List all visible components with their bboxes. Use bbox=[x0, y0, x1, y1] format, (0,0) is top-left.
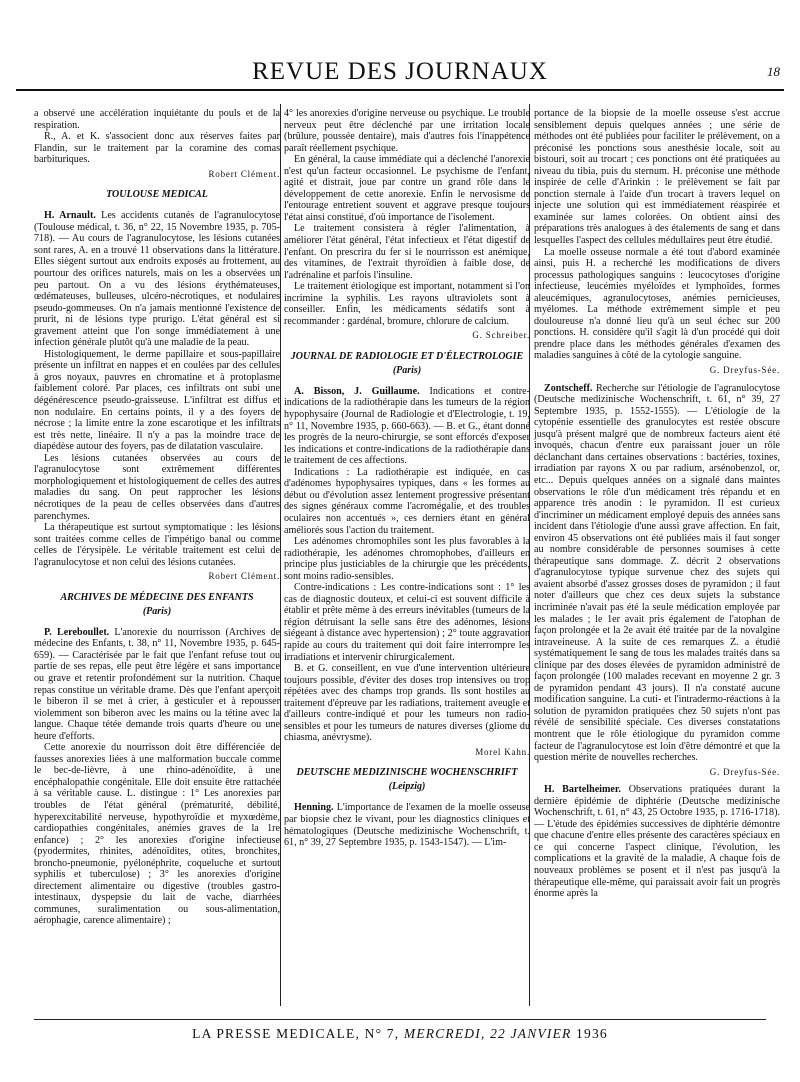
paragraph: Les lésions cutanées observées au cours de l'agranulocytose sont extrêmement différentes morphologiquement et histologiquement de celles des autres maladies du sang. On peut rapprocher les lésions nécrotiques de la peau de celles observées dans d'autres parenchymes. bbox=[34, 452, 280, 522]
signature: G. Dreyfus-Sée. bbox=[709, 365, 780, 376]
paragraph: 4° les anorexies d'origine nerveuse ou psychique. Le trouble nerveux peut être déclenché par une irritation locale (brûlure, poussée dentaire), mais d'autres fois l'inappétence paraît réellement psychique. bbox=[284, 108, 530, 154]
journal-heading bbox=[284, 350, 530, 378]
journal-name: ARCHIVES DE MÉDECINE DES ENFANTS bbox=[60, 591, 254, 603]
page-number: 18 bbox=[767, 64, 780, 79]
paragraph: En général, la cause immédiate qui a déclenché l'anorexie n'est qu'un facteur occasionnel. Le psychisme de l'enfant, agité et distrait, joue par contre un grand rôle dans le développement de cette anorexie. Enfin le nervosisme de l'entourage entretient souvent et aggrave presque toujours l'état ainsi constitué, d'où importance de l'isolement. bbox=[284, 154, 530, 223]
article-author: P. Lereboullet. bbox=[44, 626, 110, 638]
journal-heading: TOULOUSE MEDICAL bbox=[106, 189, 208, 201]
journal-city: (Leipzig) bbox=[388, 781, 426, 793]
page-footer bbox=[0, 1026, 800, 1042]
article-author: Henning. bbox=[294, 802, 334, 814]
article-author: Zontscheff. bbox=[544, 382, 593, 394]
footer-date: MERCREDI, 22 JANVIER bbox=[403, 1026, 572, 1041]
article-author: A. Bisson, J. Guillaume. bbox=[294, 385, 420, 397]
footer-rule bbox=[34, 1019, 766, 1020]
column-2 bbox=[284, 108, 530, 849]
article-text: Observations pratiquées durant la dernière épidémie de diphtérie (Deutsche medizinische Wochenschrift, t. 61, n° 43, 25 Octobre 1935, p. 1716-1718). — L'étude des épidémies successives de diphtérie démontre que chacune d'entre elles présente des caractères spéciaux en ce qui concerne l'aspect clinique, l'évolution, les complications et la gravité de la maladie, A chaque fois de nouveaux problèmes se posent et il n'est pas jusqu'à la thérapeutique elle-même, qui paraissait avoir fait un progrès énorme après la bbox=[534, 784, 780, 900]
page-header bbox=[16, 58, 784, 92]
paragraph: Le traitement consistera à régler l'alimentation, à améliorer l'état général, l'état infectieux et l'état digestif de l'enfant. On prescrira du fer si le nourrisson est anémique, des vitamines, de l'extrait thyroïdien à faible dose, de l'adrénaline et parfois l'insuline. bbox=[284, 223, 530, 281]
paragraph: La thérapeutique est surtout symptomatique : les lésions sont traitées comme celles de l'impétigo banal ou comme celles de l'érysipèle. Le véritable traitement est celui de l'agranulocytose et non celui des lésions cutanées. bbox=[34, 522, 280, 568]
header-rule bbox=[16, 89, 784, 91]
footer-year: 1936 bbox=[576, 1026, 608, 1041]
paragraph: portance de la biopsie de la moelle osseuse s'est accrue sensiblement depuis quelques années ; une série de méthodes ont été publiées pour faciliter le prélèvement, on a préconisé les ponctions sous anesthésie locale, soit au bistouri, soit au trocart ; ces ponctions ont été pratiquées au niveau du tibia, puis du sternum. H. préconise une méthode inspirée de celle d'Arinkin : le prélèvement se fait par ponction sternale à l'aide d'un trocart à travers lequel on injecte une solution qui est immédiatement réaspirée et examinée sur lames colorées. On obtient ainsi des préparations très analogues à des étalements de sang et dans lesquelles l'aspect des cellules médullaires peut être étudié. bbox=[534, 108, 780, 247]
article-text: Indications et contre-indications de la radiothérapie dans les tumeurs de la région hypophysaire (Journal de Radiologie et d'Electrologie, t. 19, n° 11, Novembre 1935, p. 660-663). — B. et G., étant donné les progrès de la neuro-chirurgie, se sont efforcés d'exposer les indications et contre-indications de la radiothérapie dans le traitement de ces affections. bbox=[284, 385, 531, 467]
column-1 bbox=[34, 108, 280, 927]
paragraph: Indications : La radiothérapie est indiquée, en cas d'adénomes hypophysaires typiques, dans « les formes au début ou d'évolution assez lentement progressive présentant des signes généraux comme l'acromégalie, et des troubles oculaires non accentués », ces derniers étant en général améliorés sous l'action du traitement. bbox=[284, 466, 530, 536]
journal-heading bbox=[284, 766, 530, 794]
paragraph: La moelle osseuse normale a été tout d'abord examinée ainsi, puis H. a recherché les modifications de divers processus pathologiques sanguins : leucocytoses d'origine infectieuse, leucémies myéloïdes et lymphoïdes, formes aleucémiques, agranulocytoses, anémies pernicieuses, myélomes. La méthode extrêmement simple et peu douloureuse n'a donné lieu qu'à un seul échec sur 200 ponctions. H. considère qu'il s'agit là d'un procédé qui doit prendre place dans les méthodes générales d'examen des maladies sanguines à côté de la cytologie sanguine. bbox=[534, 246, 780, 362]
article-text: Recherche sur l'étiologie de l'agranulocytose (Deutsche medizinische Wochenschrift, t. 61, n° 39, 27 Septembre 1935, p. 1552-1555). — L'étiologie de la cytopénie essentielle des granulocytes est restée obscure jusqu'à présent malgré que de nombreux facteurs aient été invoqués, chacun d'entre eux paraissant jouer un rôle déclanchant dans certaines observations : bactéries, toxines, irradiation par rayons X ou par radium, arsénobenzol, or, etc... Depuis quelques années on a signalé dans maintes observations le rôle d'un médicament très répandu et en apparence très anodin : le pyramidon. Il est curieux d'incriminer un médicament employé depuis des années sans incident dans l'étiologie d'une aussi grave affection. En fait, environ 45 observations ont été publiées mais il faut songer au nombre considérable de personnes soumises à cette thérapeutique sans dommage. Z. décrit 2 observations d'agranulocytose typique survenue chez des sujets qui avaient absorbé d'assez grosses doses de pyramidon ; il faut noter d'ailleurs que chez ces deux sujets la substance incriminée n'avait pas été la seule médication employée par les malades ; le 1er avait pris également de l'atophan de façon prolongée et la 2e avait été traitée par de la novalgine intraveineuse. A la suite de ces remarques Z. a étudié systématiquement le sang de tous les malades traités dans sa clinique par des doses élevées de pyramidon administré de façon prolongée (100 malades recevant en moyenne 2 gr. 3 de pyramidon pendant 43 jours). Il n'a constaté aucune modification sanguine. La cuti- et l'intradermo-réactions à la solution de pyramidon pratiquées chez 50 sujets n'ont pas révélé de sensibilité spéciale. Ces diverses constatations montrent que le rôle étiologique du pyramidon comme facteur de l'agranulocytose est loin d'être démontré et que la question mérite de nouvelles recherches. bbox=[534, 382, 780, 764]
article-author: H. Arnault. bbox=[44, 210, 96, 222]
article-text: L'importance de l'examen de la moelle osseuse par biopsie chez le vivant, pour les diagnostics cliniques et hématologiques (Deutsche medizinische Wochenschrift, t. 61, n° 39, 27 Septembre 1935, p. 1543-1547). — L'im- bbox=[284, 802, 530, 849]
journal-section-title: REVUE DES JOURNAUX bbox=[252, 58, 548, 85]
journal-name: JOURNAL DE RADIOLOGIE ET D'ÉLECTROLOGIE bbox=[290, 350, 524, 362]
signature: Robert Clément. bbox=[208, 168, 280, 179]
paragraph: a observé une accélération inquiétante du pouls et de la respiration. bbox=[34, 108, 280, 131]
paragraph: R., A. et K. s'associent donc aux réserves faites par Flandin, sur le traitement par la coramine des comas barbituriques. bbox=[34, 131, 280, 166]
journal-city: (Paris) bbox=[392, 364, 422, 376]
signature: Morel Kahn. bbox=[475, 746, 530, 757]
footer-journal: LA PRESSE MEDICALE, N° 7, bbox=[192, 1026, 400, 1041]
article-text: L'anorexie du nourrisson (Archives de médecine des Enfants, t. 38, n° 11, Novembre 1935, p. 645-659). — Caractérisée par le fait que l'enfant refuse tout ou partie de ses repas, elle peut être légère et sans importance ou grave et retentir profondément sur la nutrition. Chaque repas constitue un véritable drame. Dès que l'enfant aperçoit le biberon il se met à crier, à gesticuler et à repousser violemment son biberon avec les mains ou la tétine avec la langue. Chaque tétée demande trois quarts d'heure ou une heure d'efforts. bbox=[34, 626, 280, 742]
article-author: H. Bartelheimer. bbox=[544, 784, 621, 796]
signature: G. Schreiber. bbox=[472, 330, 530, 341]
paragraph: Contre-indications : Les contre-indications sont : 1° les cas de diagnostic douteux, et celui-ci est souvent difficile à établir et prête même à des erreurs inévitables (tumeurs de la région détruisant la selle sans être des adénomes, lésions siégeant à distance avec hypertension) ; 2° toute aggravation rapide au cours du traitement qui doit faire interrompre les irradiations et intervenir chirurgicalement. bbox=[284, 582, 530, 663]
paragraph: B. et G. conseillent, en vue d'une intervention ultérieure toujours possible, d'éviter des doses trop intensives ou trop répétées avec des champs trop grands. Ils sont hostiles au traitement d'épreuve par les radiations, traitement aveugle et d'ailleurs contre-indiqué et pour les tumeurs non radio-sensibles et pour les tumeurs de natures diverses (gliome du chiasma, anévrysme). bbox=[284, 663, 530, 744]
article-text: Les accidents cutanés de l'agranulocytose (Toulouse médical, t. 36, n° 22, 15 Novembre 1935, p. 705-718). — Au cours de l'agranulocytose, les lésions cutanées sont rares, A. en a trouvé 11 observations dans la littérature. Elles siègent surtout aux endroits exposés au frottement, au pourtour des orifices naturels, mais on les a observées un peu partout. On a vu des lésions érythémateuses, œdémateuses, bulleuses, ulcéro-nécrotiques, et nodulaires pseudo-gommeuses. On n'a jamais mentionné l'existence de prurit, ni de lésions type prurigo. L'état général est si gravement atteint que l'on songe immédiatement à une infection générale plutôt qu'à une maladie de la peau. bbox=[34, 210, 280, 349]
signature: G. Dreyfus-Sée. bbox=[709, 766, 780, 777]
column-divider bbox=[280, 104, 281, 1006]
paragraph: Le traitement étiologique est important, notamment si l'on incrimine la syphilis. Les rayons ultraviolets sont à conseiller. Enfin, les médicaments sédatifs sont à recommander : gardénal, bromure, chlorure de calcium. bbox=[284, 281, 530, 327]
column-3 bbox=[534, 108, 780, 900]
paragraph: Cette anorexie du nourrisson doit être différenciée de fausses anorexies liées à une malformation buccale comme le bec-de-lièvre, à une rhino-adénoïdite, à une encéphalopathie congénitale. Elle doit ensuite être rattachée à sa véritable cause. L. distingue : 1° Les anorexies par troubles de l'état général (prématurité, débilité, hyperexcitabilité nerveuse, hypothyroïdie et myxœdème, cardiopathies congénitales, anémies graves de la 1re enfance) ; 2° les anorexies d'origine infectieuse (pyodermites, rhinites, adénoïdites, otites, bronchites, broncho-pneumonie, pyélonéphrite, coqueluche et surtout syphilis et tuberculose) ; 3° les anorexies d'origine directement alimentaire ou digestive (troubles gastro-intestinaux, dyspepsie du lait de vache, diarrhées communes, suralimentation ou sous-alimentation, aérophagie, carence alimentaire) ; bbox=[34, 742, 280, 927]
journal-name: DEUTSCHE MEDIZINISCHE WOCHENSCHRIFT bbox=[296, 767, 518, 779]
paragraph: Histologiquement, le derme papillaire et sous-papillaire présente un infiltrat en nappes et en coulées par des cellules à gros noyaux, pauvres en chromatine et à protoplasme faiblement coloré. Par places, ces infiltrats ont subi une dégénérescence pseudo-graisseuse. L'infiltrat est diffus et non nodulaire. En certains points, il y a des foyers de nécrose ; la limite entre la zone escarotique et les infiltrats est très nette, linéaire. Il n'y a pas la moindre trace de diapédèse autour des foyers, pas de dilatation vasculaire. bbox=[34, 348, 280, 453]
paragraph: Les adénomes chromophiles sont les plus favorables à la radiothérapie, les adénomes chromophobes, d'ailleurs en principe plus justiciables de la chirurgie que les précédents, sont moins radio-sensibles. bbox=[284, 536, 530, 582]
journal-city: (Paris) bbox=[142, 605, 172, 617]
signature: Robert Clément. bbox=[208, 571, 280, 582]
journal-heading bbox=[34, 591, 280, 619]
